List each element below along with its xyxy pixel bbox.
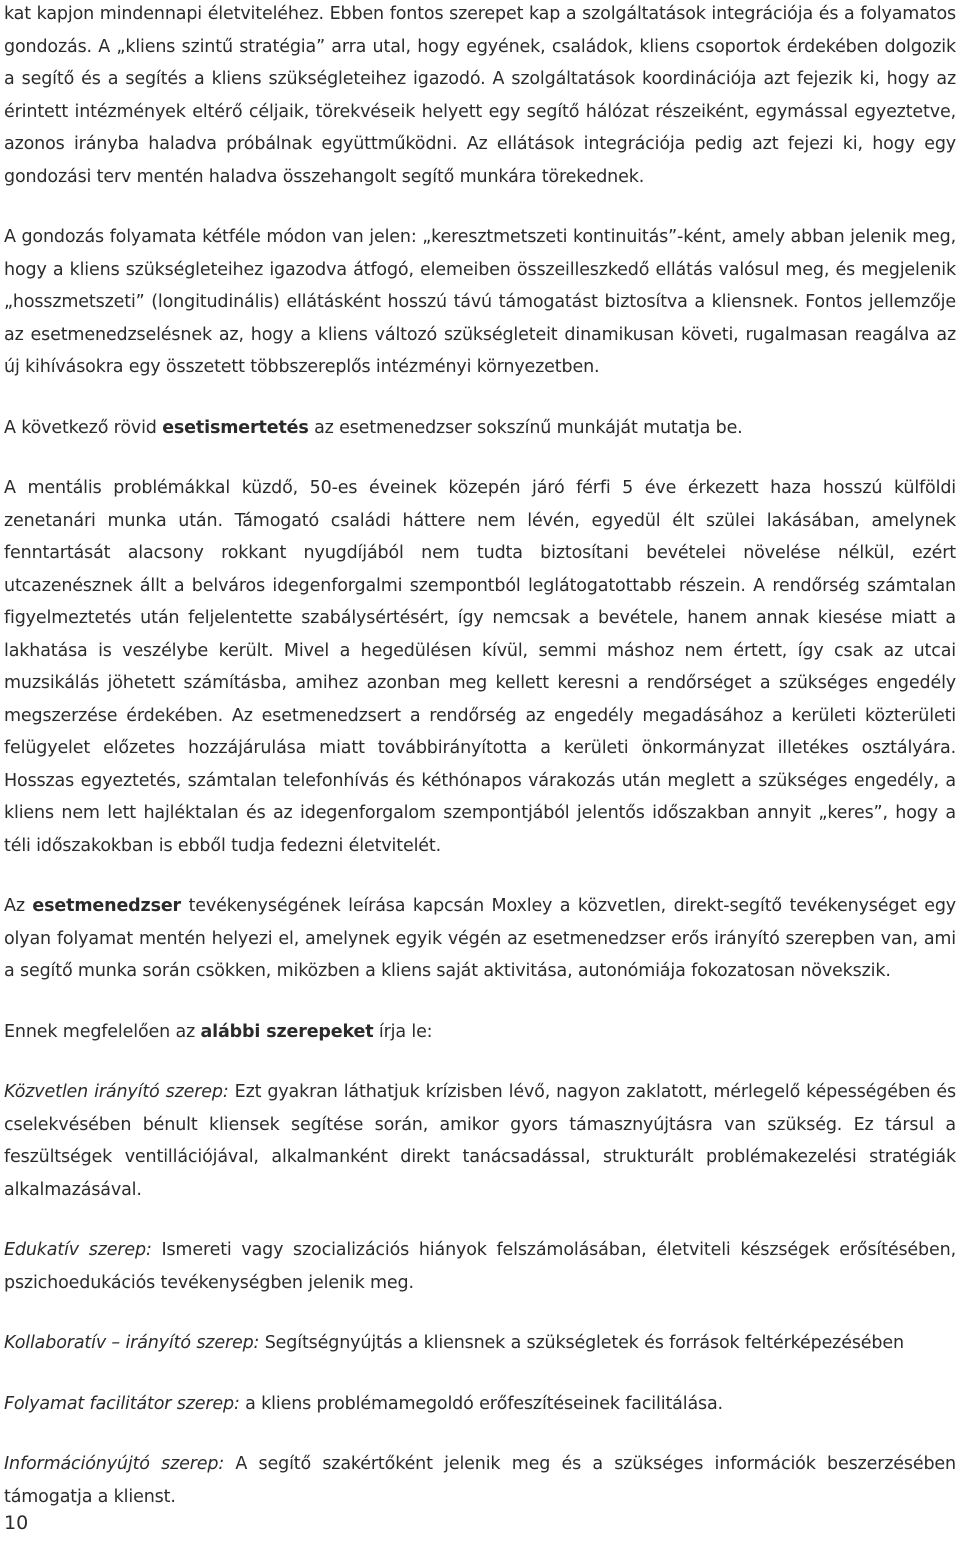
paragraph-roles-intro [4,1016,956,1049]
role-description: Ezt gyakran láthatjuk krízisben lévő, nagyon zaklatott, mérlegelő képességében és cselekvésében bénult kliensek segítése során, amikor gyors támasznyújtásra van szükség. Ez társul a feszültségek ventillációjával, alkalmanként direkt tanácsadással, strukturált problémakezelési stratégiák alkalmazásával. [4,1082,957,1200]
text-segment: Az [4,896,33,916]
paragraph-case-intro [4,412,956,445]
role-title: Kollaboratív – irányító szerep: [4,1333,260,1353]
paragraph-moxley [4,890,956,988]
role-title: Információnyújtó szerep: [4,1454,225,1474]
role-information-provider [4,1448,956,1513]
paragraph-care-process [4,221,956,384]
page-number: 10 [4,1512,29,1534]
role-educative [4,1234,956,1299]
keyword-esetmenedzser: esetmenedzser [32,896,182,916]
role-description: A segítő szakértőként jelenik meg és a szükséges információk beszerzésében támogatja a klienst. [4,1454,956,1507]
text-segment: A mentális problémákkal küzdő, 50-es éveinek közepén járó férfi 5 éve érkezett haza hosszú külföldi zenetanári munka után. Támogató családi háttere nem lévén, egyedül élt szülei lakásában, amelynek fenntartását alacsony rokkant nyugdíjából nem tudta biztosítani bevételei növelése nélkül, ezért utcazenésznek állt a belváros idegenforgalmi szempontból leglátogatottabb részein. A rendőrség számtalan figyelmeztetés után feljelentette szabálysértésért, így nemcsak a bevétele, hanem annak kiesése miatt a lakhatása is veszélybe került. Mivel a hegedülésen kívül, semmi máshoz nem értett, így csak az utcai muzsikálás jöhetett számításba, amihez azonban meg kellett keresni a rendőrséget a szükséges engedély megszerzése érdekében. Az esetmenedzsert a rendőrség az engedély megadásához a kerületi közterületi felügyelet előzetes hozzájárulása miatt továbbirányította a kerületi önkormányzat illetékes osztályára. Hosszas egyeztetés, számtalan telefonhívás és kéthónapos várakozás után meglett a szükséges engedély, a kliens nem lett hajléktalan és az idegenforgalom szempontjából jelentős időszakban annyit „keres”, hogy a téli időszakokban is ebből tudja fedezni életvitelét. [4,478,956,856]
role-direct-guiding [4,1076,956,1206]
role-process-facilitator [4,1388,956,1421]
text-segment: Ennek megfelelően az [4,1021,201,1042]
role-title: Edukatív szerep: [4,1240,152,1260]
text-segment: írja le: [373,1021,433,1042]
text-segment: tevékenységének leírása kapcsán Moxley a közvetlen, direkt-segítő tevékenységet egy olyan folyamat mentén helyezi el, amelynek egyik végén az esetmenedzser erős irányító szerepben van, ami a segítő munka során csökken, miközben a kliens saját aktivitása, autonómiája fokozatosan növekszik. [4,896,956,981]
document-body [4,0,956,1541]
paragraph-case-study [4,472,956,862]
role-title: Folyamat facilitátor szerep: [4,1393,240,1414]
keyword-alabbi-szerepeket: alábbi szerepeket [200,1021,374,1042]
text-segment: az esetmenedzser sokszínű munkáját mutatja be. [308,417,743,438]
keyword-esetismertetes: esetismertetés [162,417,309,438]
text-segment: A gondozás folyamata kétféle módon van jelen: „keresztmetszeti kontinuitás”-ként, amely abban jelenik meg, hogy a kliens szükségleteihez igazodva átfogó, elemeiben összeilleszkedő ellátás valósul meg, és megjelenik „hosszmetszeti” (longitudinális) ellátásként hosszú távú támogatást biztosítva a kliensnek. Fontos jellemzője az esetmenedzselésnek az, hogy a kliens változó szükségleteit dinamikusan követi, rugalmasan reagálva az új kihívásokra egy összetett többszereplős intézményi környezetben. [4,227,956,377]
role-description: a kliens problémamegoldó erőfeszítéseinek facilitálása. [239,1393,723,1414]
text-segment: A következő rövid [4,417,163,438]
paragraph-integration [4,0,956,193]
role-collaborative [4,1327,956,1360]
text-segment: kat kapjon mindennapi életviteléhez. Ebben fontos szerepet kap a szolgáltatások integrációja és a folyamatos gondozás. A „kliens szintű stratégia” arra utal, hogy egyének, családok, kliens csoportok érdekében dolgozik a segítő és a segítés a kliens szükségleteihez igazodó. A szolgáltatások koordinációja azt fejezik ki, hogy az érintett intézmények eltérő céljaik, törekvéseik helyett egy segítő hálózat részeiként, egymással egyeztetve, azonos irányba haladva próbálnak együttműködni. Az ellátások integrációja pedig azt fejezi ki, hogy egy gondozási terv mentén haladva összehangolt segítő munkára törekednek. [4,4,956,187]
role-title: Közvetlen irányító szerep: [4,1082,229,1102]
role-description: Ismereti vagy szocializációs hiányok felszámolásában, életviteli készségek erősítésében, pszichoedukációs tevékenységben jelenik meg. [4,1240,956,1293]
role-description: Segítségnyújtás a kliensnek a szükségletek és források feltérképezésében [259,1333,904,1353]
